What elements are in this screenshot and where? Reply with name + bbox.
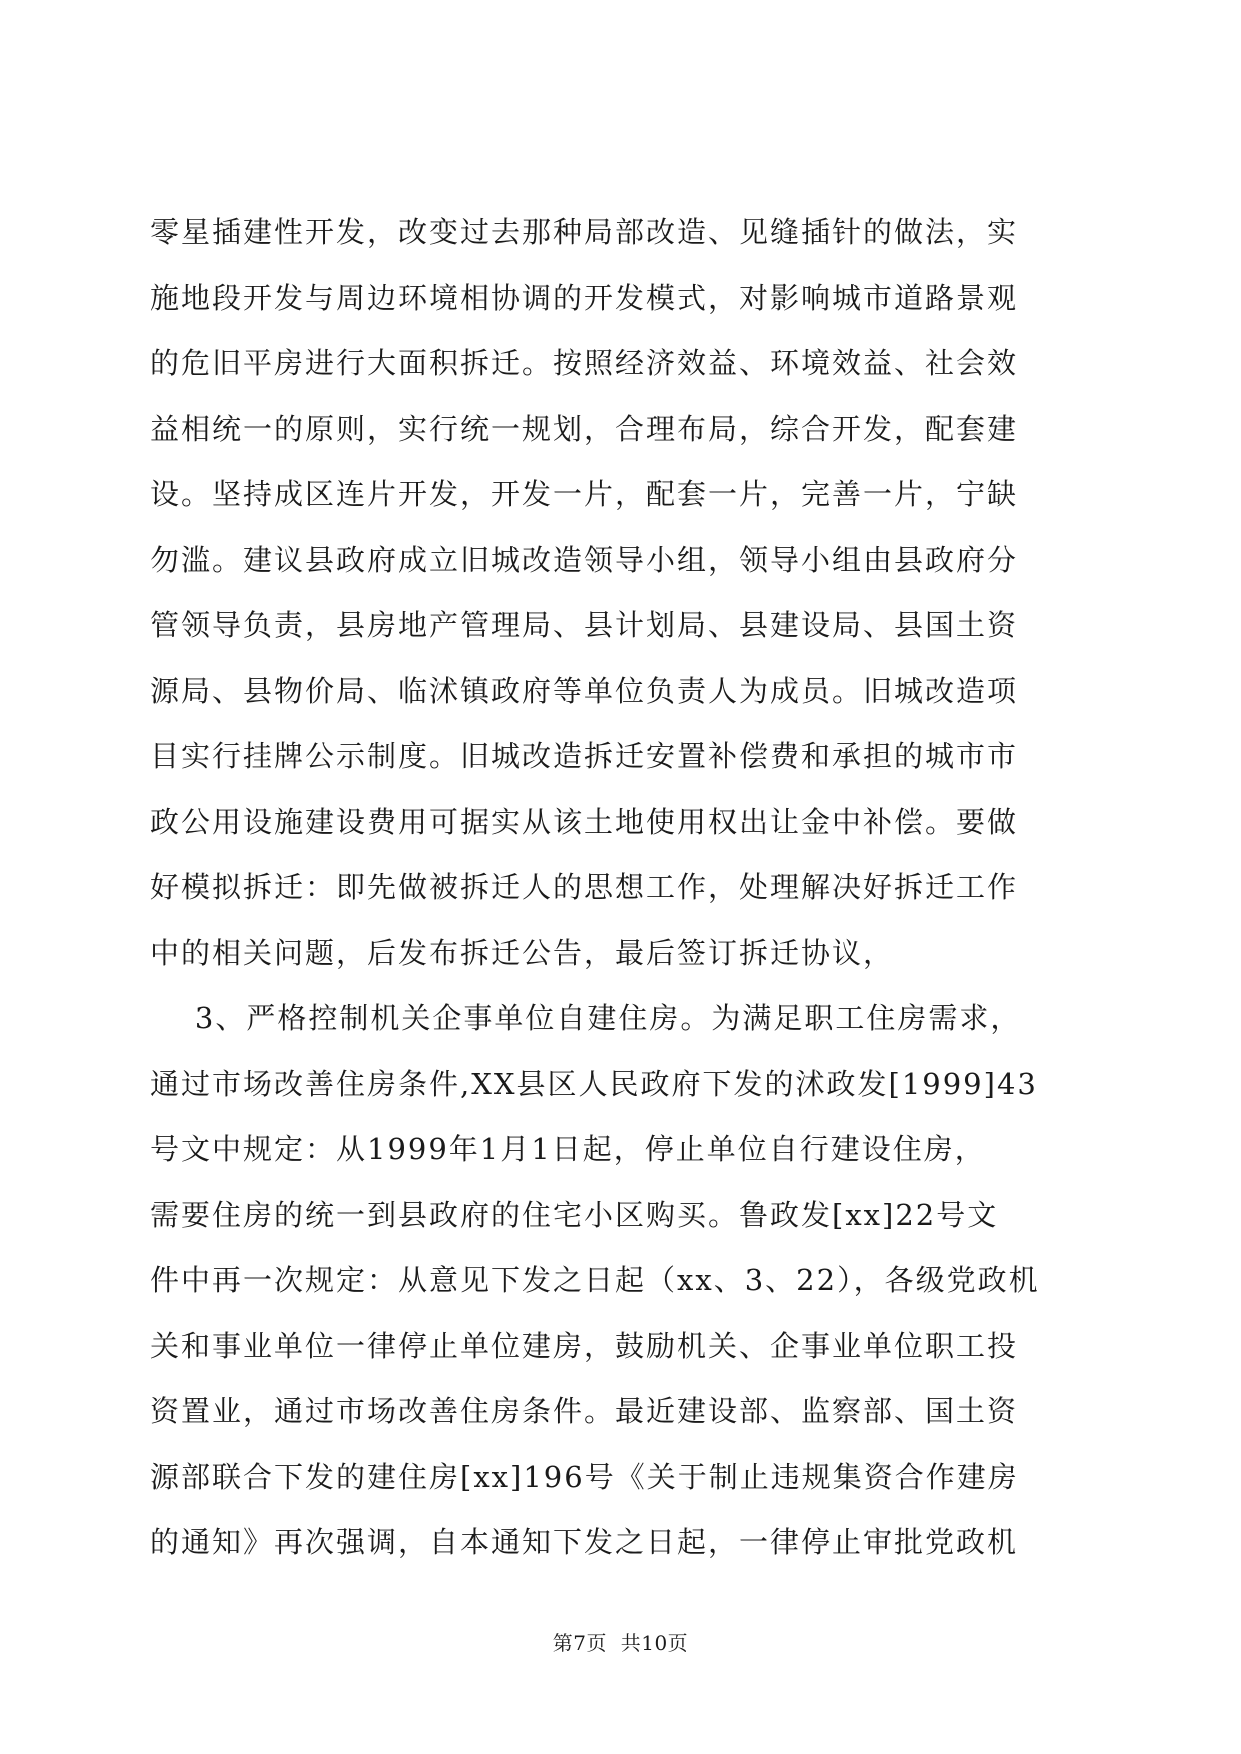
text-line: 号文中规定：从1999年1月1日起，停止单位自行建设住房， [150,1132,986,1166]
text-line: 政公用设施建设费用可据实从该土地使用权出让金中补偿。要做 [150,804,1019,839]
page-number-footer: 第7页 共10页 [552,1631,689,1655]
text-line: 3、严格控制机关企事单位自建住房。为满足职工住房需求， [150,1001,1022,1035]
text-line: 施地段开发与周边环境相协调的开发模式，对影响城市道路景观 [150,280,1019,315]
text-line: 通过市场改善住房条件,XX县区人民政府下发的沭政发[1999]43 [150,1066,1038,1101]
text-line: 件中再一次规定：从意见下发之日起（xx、3、22），各级党政机 [150,1263,1040,1297]
text-line: 的危旧平房进行大面积拆迁。按照经济效益、环境效益、社会效 [150,346,1019,380]
text-line: 关和事业单位一律停止单位建房，鼓励机关、企事业单位职工投 [150,1328,1019,1363]
text-line: 管领导负责，县房地产管理局、县计划局、县建设局、县国土资 [150,608,1019,642]
text-line: 设。坚持成区连片开发，开发一片，配套一片，完善一片，宁缺 [150,477,1019,511]
text-line: 中的相关问题，后发布拆迁公告，最后签订拆迁协议， [150,935,895,970]
text-line: 目实行挂牌公示制度。旧城改造拆迁安置补偿费和承担的城市市 [150,739,1019,773]
text-line: 需要住房的统一到县政府的住宅小区购买。鲁政发[xx]22号文 [150,1197,999,1232]
text-line: 源局、县物价局、临沭镇政府等单位负责人为成员。旧城改造项 [150,673,1019,708]
text-line: 好模拟拆迁：即先做被拆迁人的思想工作，处理解决好拆迁工作 [150,870,1019,904]
text-line: 资置业，通过市场改善住房条件。最近建设部、监察部、国土资 [150,1394,1019,1428]
text-line: 益相统一的原则，实行统一规划，合理布局，综合开发，配套建 [150,411,1019,446]
text-line: 的通知》再次强调，自本通知下发之日起，一律停止审批党政机 [150,1525,1019,1559]
text-line: 源部联合下发的建住房[xx]196号《关于制止违规集资合作建房 [150,1459,1019,1494]
document-body [150,200,1090,1576]
text-line: 勿滥。建议县政府成立旧城改造领导小组，领导小组由县政府分 [150,542,1019,577]
text-line: 零星插建性开发，改变过去那种局部改造、见缝插针的做法，实 [150,215,1019,249]
